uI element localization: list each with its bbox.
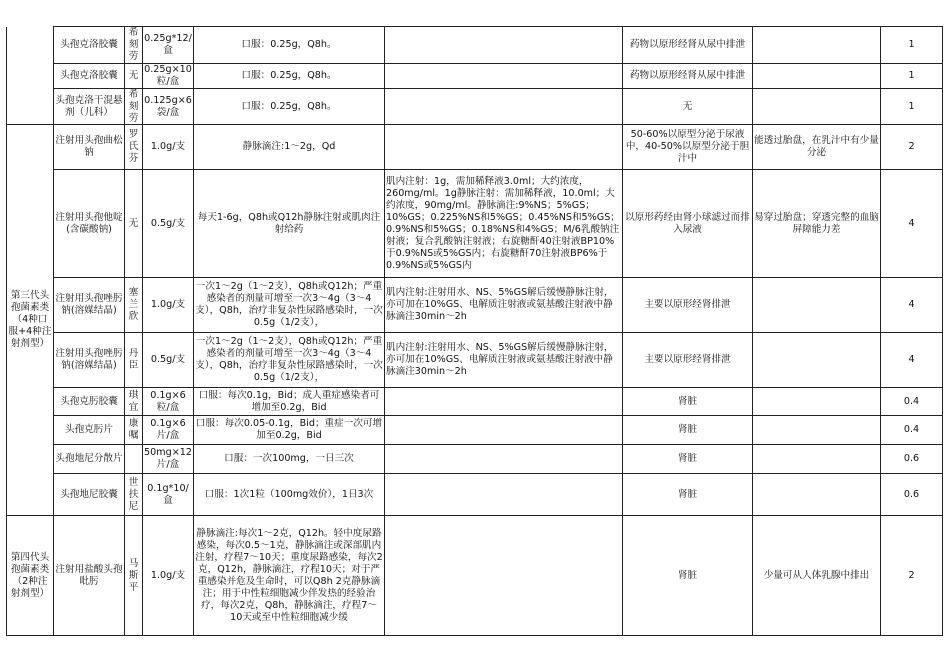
spec: 0.5g/支: [150, 354, 186, 365]
drug-name: 头孢地尼胶囊: [60, 488, 118, 500]
reconstitution-cell: [385, 170, 623, 278]
excretion-cell: [623, 388, 753, 416]
dose-value-cell: [881, 416, 943, 445]
table-row: [7, 333, 943, 388]
brand-cell: [125, 333, 143, 388]
brand: 希刻劳: [128, 27, 139, 62]
dosage: 口服：1次1粒（100mg效价），1日3次: [204, 488, 374, 500]
table-row: [7, 64, 943, 89]
excretion-cell: [623, 170, 753, 278]
dosage-cell: [194, 64, 385, 89]
drug-name-cell: [54, 89, 125, 125]
table-row: [7, 27, 943, 64]
table-row: [7, 516, 943, 636]
dosage-cell: [194, 333, 385, 388]
dosage-cell: [194, 474, 385, 516]
reconstitution-cell: [385, 278, 623, 333]
excretion-cell: [623, 278, 753, 333]
drug-name-cell: [54, 474, 125, 516]
reconstitution-cell: [385, 89, 623, 125]
brand-cell: [125, 278, 143, 333]
dosage-cell: [194, 89, 385, 125]
dose-value-cell: [881, 333, 943, 388]
category-cell: [7, 516, 54, 636]
excretion-cell: [623, 89, 753, 125]
reconstitution-cell: [385, 445, 623, 474]
dose-value-cell: [881, 170, 943, 278]
distribution-cell: [753, 170, 881, 278]
excretion-cell: [623, 27, 753, 64]
excretion-cell: [623, 474, 753, 516]
brand: 马斯平: [128, 557, 139, 593]
drug-name-cell: [54, 64, 125, 89]
brand: 罗氏芬: [128, 129, 139, 164]
excretion: 主要以原形经肾排泄: [644, 299, 731, 310]
dosage-cell: [194, 278, 385, 333]
distribution-cell: [753, 474, 881, 516]
dosage: 静脉滴注:1～2g，Qd: [242, 141, 336, 152]
dosage: 一次1～2g（1～2支），Q8h或Q12h；严重感染者的剂量可增至一次3～4g（3～4支），Q8h，治疗非复杂性尿路感染时，一次0.5g（1/2支），: [195, 336, 383, 383]
distribution: 能透过胎盘，在乳汁中有少量分泌: [754, 135, 879, 158]
excretion: 肾脏: [677, 453, 698, 464]
dose-value-cell: [881, 89, 943, 125]
drug-name: 注射用盐酸头孢吡肟: [55, 563, 123, 587]
spec: 0.1g*10/盒: [147, 482, 189, 506]
drug-name-cell: [54, 278, 125, 333]
dose-value-cell: [881, 64, 943, 89]
dose-value: 2: [908, 569, 915, 581]
brand-cell: [125, 125, 143, 170]
dosage-cell: [194, 27, 385, 64]
drug-name: 头孢地尼分散片: [55, 453, 123, 464]
spec-cell: [143, 125, 194, 170]
distribution-cell: [753, 278, 881, 333]
dose-value-cell: [881, 474, 943, 516]
drug-name: 头孢克洛干混悬剂（儿科）: [55, 94, 123, 118]
excretion: 主要以原形经肾排泄: [644, 354, 731, 365]
drug-name: 头孢克肟片: [65, 424, 113, 435]
excretion-cell: [623, 516, 753, 636]
brand: 康嘱: [128, 418, 139, 441]
spec-cell: [143, 474, 194, 516]
dosage: 静脉滴注:每次1～2克，Q12h。轻中度尿路感染，每次0.5～1克，静脉滴注或深部肌内注射，疗程7～10天；重度尿路感染，每次2克，Q12h，静脉滴注，疗程10天；对于严重感染并危及生命时，可以Q8h 2克静脉滴注；用于中性粒细胞减少伴发热的经验治疗，每次2克，Q8h，静脉滴注，疗程7～10天或至中性粒细胞减少缓: [195, 527, 383, 623]
excretion-cell: [623, 416, 753, 445]
drug-name: 注射用头孢他啶(含碳酸钠): [55, 211, 123, 235]
drug-name-cell: [54, 445, 125, 474]
drug-name-cell: [54, 388, 125, 416]
brand-cell: [125, 27, 143, 64]
dose-value: 4: [908, 299, 915, 310]
drug-name-cell: [54, 27, 125, 64]
drug-table-body: [7, 27, 943, 636]
excretion-cell: [623, 445, 753, 474]
distribution-cell: [753, 333, 881, 388]
dose-value-cell: [881, 125, 943, 170]
drug-name: 注射用头孢唑肟钠(溶媒结晶): [55, 293, 123, 316]
dose-value: 0.4: [903, 395, 920, 407]
excretion: 无: [682, 100, 693, 112]
dosage: 口服：0.25g，Q8h。: [241, 100, 337, 112]
brand-cell: [125, 89, 143, 125]
category-label: 第三代头孢菌素类（4种口服+4种注射剂型）: [8, 290, 52, 349]
category-cell-continued: [7, 27, 54, 125]
dose-value: 0.6: [903, 453, 920, 464]
spec-cell: [143, 64, 194, 89]
drug-name-cell: [54, 416, 125, 445]
spec: 0.125g×6袋/盒: [144, 94, 192, 118]
dose-value-cell: [881, 516, 943, 636]
distribution-cell: [753, 516, 881, 636]
excretion-cell: [623, 125, 753, 170]
excretion: 肾脏: [677, 395, 698, 407]
spec: 0.25g*12/盒: [144, 33, 192, 56]
spec: 1.0g/支: [150, 141, 186, 152]
drug-name: 头孢克肟胶囊: [60, 395, 118, 407]
spec-cell: [143, 170, 194, 278]
table-row: [7, 170, 943, 278]
excretion: 药物以原形经肾从尿中排泄: [629, 70, 746, 81]
brand-cell: [125, 416, 143, 445]
distribution: 少量可从人体乳腺中排出: [763, 569, 870, 581]
drug-name-cell: [54, 170, 125, 278]
brand-cell: [125, 474, 143, 516]
table-row: [7, 89, 943, 125]
spec-cell: [143, 27, 194, 64]
reconstitution-cell: [385, 27, 623, 64]
dosage-cell: [194, 416, 385, 445]
dose-value: 4: [908, 217, 915, 229]
dose-value-cell: [881, 388, 943, 416]
distribution-cell: [753, 125, 881, 170]
spec: 0.1g×6片/盒: [150, 418, 186, 441]
table-row: [7, 416, 943, 445]
reconstitution-cell: [385, 125, 623, 170]
spec-cell: [143, 445, 194, 474]
brand-cell: [125, 445, 143, 474]
dose-value: 0.6: [903, 488, 920, 500]
spec: 1.0g/支: [150, 299, 186, 310]
dose-value: 1: [908, 100, 915, 112]
dosage: 口服：每次0.05-0.1g，Bid；重症一次可增加至0.2g，Bid: [195, 418, 383, 441]
drug-name-cell: [54, 333, 125, 388]
reconstitution-cell: [385, 416, 623, 445]
brand-cell: [125, 170, 143, 278]
dosage: 一次1～2g（1～2支），Q8h或Q12h；严重感染者的剂量可增至一次3～4g（3～4支），Q8h，治疗非复杂性尿路感染时，一次0.5g（1/2支），: [195, 281, 383, 328]
distribution-cell: [753, 89, 881, 125]
drug-name: 头孢克洛胶囊: [60, 39, 118, 50]
reconstitution: 肌内注射:注射用水、NS、5%GS解后缓慢静脉注射，亦可加在10%GS、电解质注射液或氨基酸注射液中静脉滴注30min～2h: [386, 287, 614, 322]
drug-name-cell: [54, 516, 125, 636]
dose-value: 1: [908, 70, 915, 81]
dose-value-cell: [881, 445, 943, 474]
dose-value: 2: [908, 141, 915, 152]
drug-name: 注射用头孢曲松钠: [55, 135, 123, 158]
drug-name-cell: [54, 125, 125, 170]
dosage: 口服：一次100mg，一日三次: [224, 453, 354, 464]
spec-cell: [143, 516, 194, 636]
distribution-cell: [753, 445, 881, 474]
reconstitution-cell: [385, 474, 623, 516]
reconstitution-cell: [385, 64, 623, 89]
reconstitution-cell: [385, 388, 623, 416]
spec: 0.5g/支: [150, 217, 186, 229]
dose-value: 4: [908, 354, 915, 365]
excretion: 肾脏: [677, 569, 698, 581]
spec: 50mg×12片/盒: [144, 447, 192, 470]
table-row: [7, 125, 943, 170]
spec-cell: [143, 333, 194, 388]
spec: 0.25g×10粒/盒: [144, 64, 192, 87]
table-row: [7, 445, 943, 474]
distribution: 易穿过胎盘；穿透完整的血脑屏障能力差: [754, 211, 879, 235]
category-label: 第四代头孢菌素类（2种注射剂型）: [10, 551, 50, 599]
excretion: 50-60%以原型分泌于尿液中，40-50%以原型分泌于胆汁中: [625, 129, 750, 164]
excretion: 药物以原形经肾从尿中排泄: [629, 39, 746, 50]
distribution-cell: [753, 416, 881, 445]
dosage-cell: [194, 170, 385, 278]
spec-cell: [143, 89, 194, 125]
table-row: [7, 278, 943, 333]
drug-name: 注射用头孢唑肟钠(溶媒结晶): [55, 348, 123, 371]
brand: 希刻劳: [128, 89, 139, 124]
dosage: 口服：0.25g，Q8h。: [241, 39, 337, 50]
brand: 无: [128, 70, 139, 81]
table-row: [7, 474, 943, 516]
reconstitution-cell: [385, 333, 623, 388]
dose-value-cell: [881, 27, 943, 64]
spec-cell: [143, 388, 194, 416]
drug-name: 头孢克洛胶囊: [60, 70, 118, 81]
brand: 世扶尼: [128, 476, 139, 512]
spec-cell: [143, 416, 194, 445]
brand: 无: [128, 217, 139, 229]
dose-value: 0.4: [903, 424, 920, 435]
table-row: [7, 388, 943, 416]
excretion: 肾脏: [677, 424, 698, 435]
brand: 塞兰欣: [128, 287, 139, 322]
dosage: 口服：0.25g，Q8h。: [241, 70, 337, 81]
brand: 丹臣: [128, 348, 139, 371]
dosage-cell: [194, 125, 385, 170]
distribution-cell: [753, 27, 881, 64]
brand-cell: [125, 388, 143, 416]
excretion-cell: [623, 64, 753, 89]
reconstitution: 肌内注射:注射用水、NS、5%GS解后缓慢静脉注射，亦可加在10%GS、电解质注射液或氨基酸注射液中静脉滴注30min～2h: [386, 342, 614, 377]
distribution-cell: [753, 64, 881, 89]
spec: 0.1g×6粒/盒: [150, 389, 186, 413]
dosage: 每天1-6g，Q8h或Q12h静脉注射或肌肉注射给药: [197, 211, 381, 235]
excretion-cell: [623, 333, 753, 388]
dose-value: 1: [908, 39, 915, 50]
drug-table: [6, 26, 943, 636]
excretion: 以原形药经由肾小球滤过而排入尿液: [625, 211, 750, 235]
spec: 1.0g/支: [150, 569, 186, 581]
distribution-cell: [753, 388, 881, 416]
category-cell: [7, 125, 54, 516]
spec-cell: [143, 278, 194, 333]
excretion: 肾脏: [677, 488, 698, 500]
brand-cell: [125, 516, 143, 636]
dosage-cell: [194, 445, 385, 474]
dosage-cell: [194, 388, 385, 416]
brand-cell: [125, 64, 143, 89]
reconstitution-cell: [385, 516, 623, 636]
dose-value-cell: [881, 278, 943, 333]
dosage-cell: [194, 516, 385, 636]
dosage: 口服：每次0.1g，Bid；成人重症感染者可增加至0.2g，Bid: [198, 389, 380, 413]
brand: 琪宜: [128, 389, 139, 413]
reconstitution: 肌内注射：1g，需加稀释液3.0ml；大约浓度，260mg/ml。1g静脉注射：需加稀释液，10.0ml；大约浓度，90mg/ml。静脉滴注:9%NS；5%GS；10%GS；0.225%NS和5%GS；0.45%NS和5%GS；0.9%NS和5%GS；0.18%NS和4%GS；M/6乳酸钠注射液；复合乳酸钠注射液；右旋糖酐40注射液BP10%于0.9%NS或5%GS内；右旋糖酐70注射液BP6%于0.9%NS或5%GS内: [386, 175, 620, 271]
